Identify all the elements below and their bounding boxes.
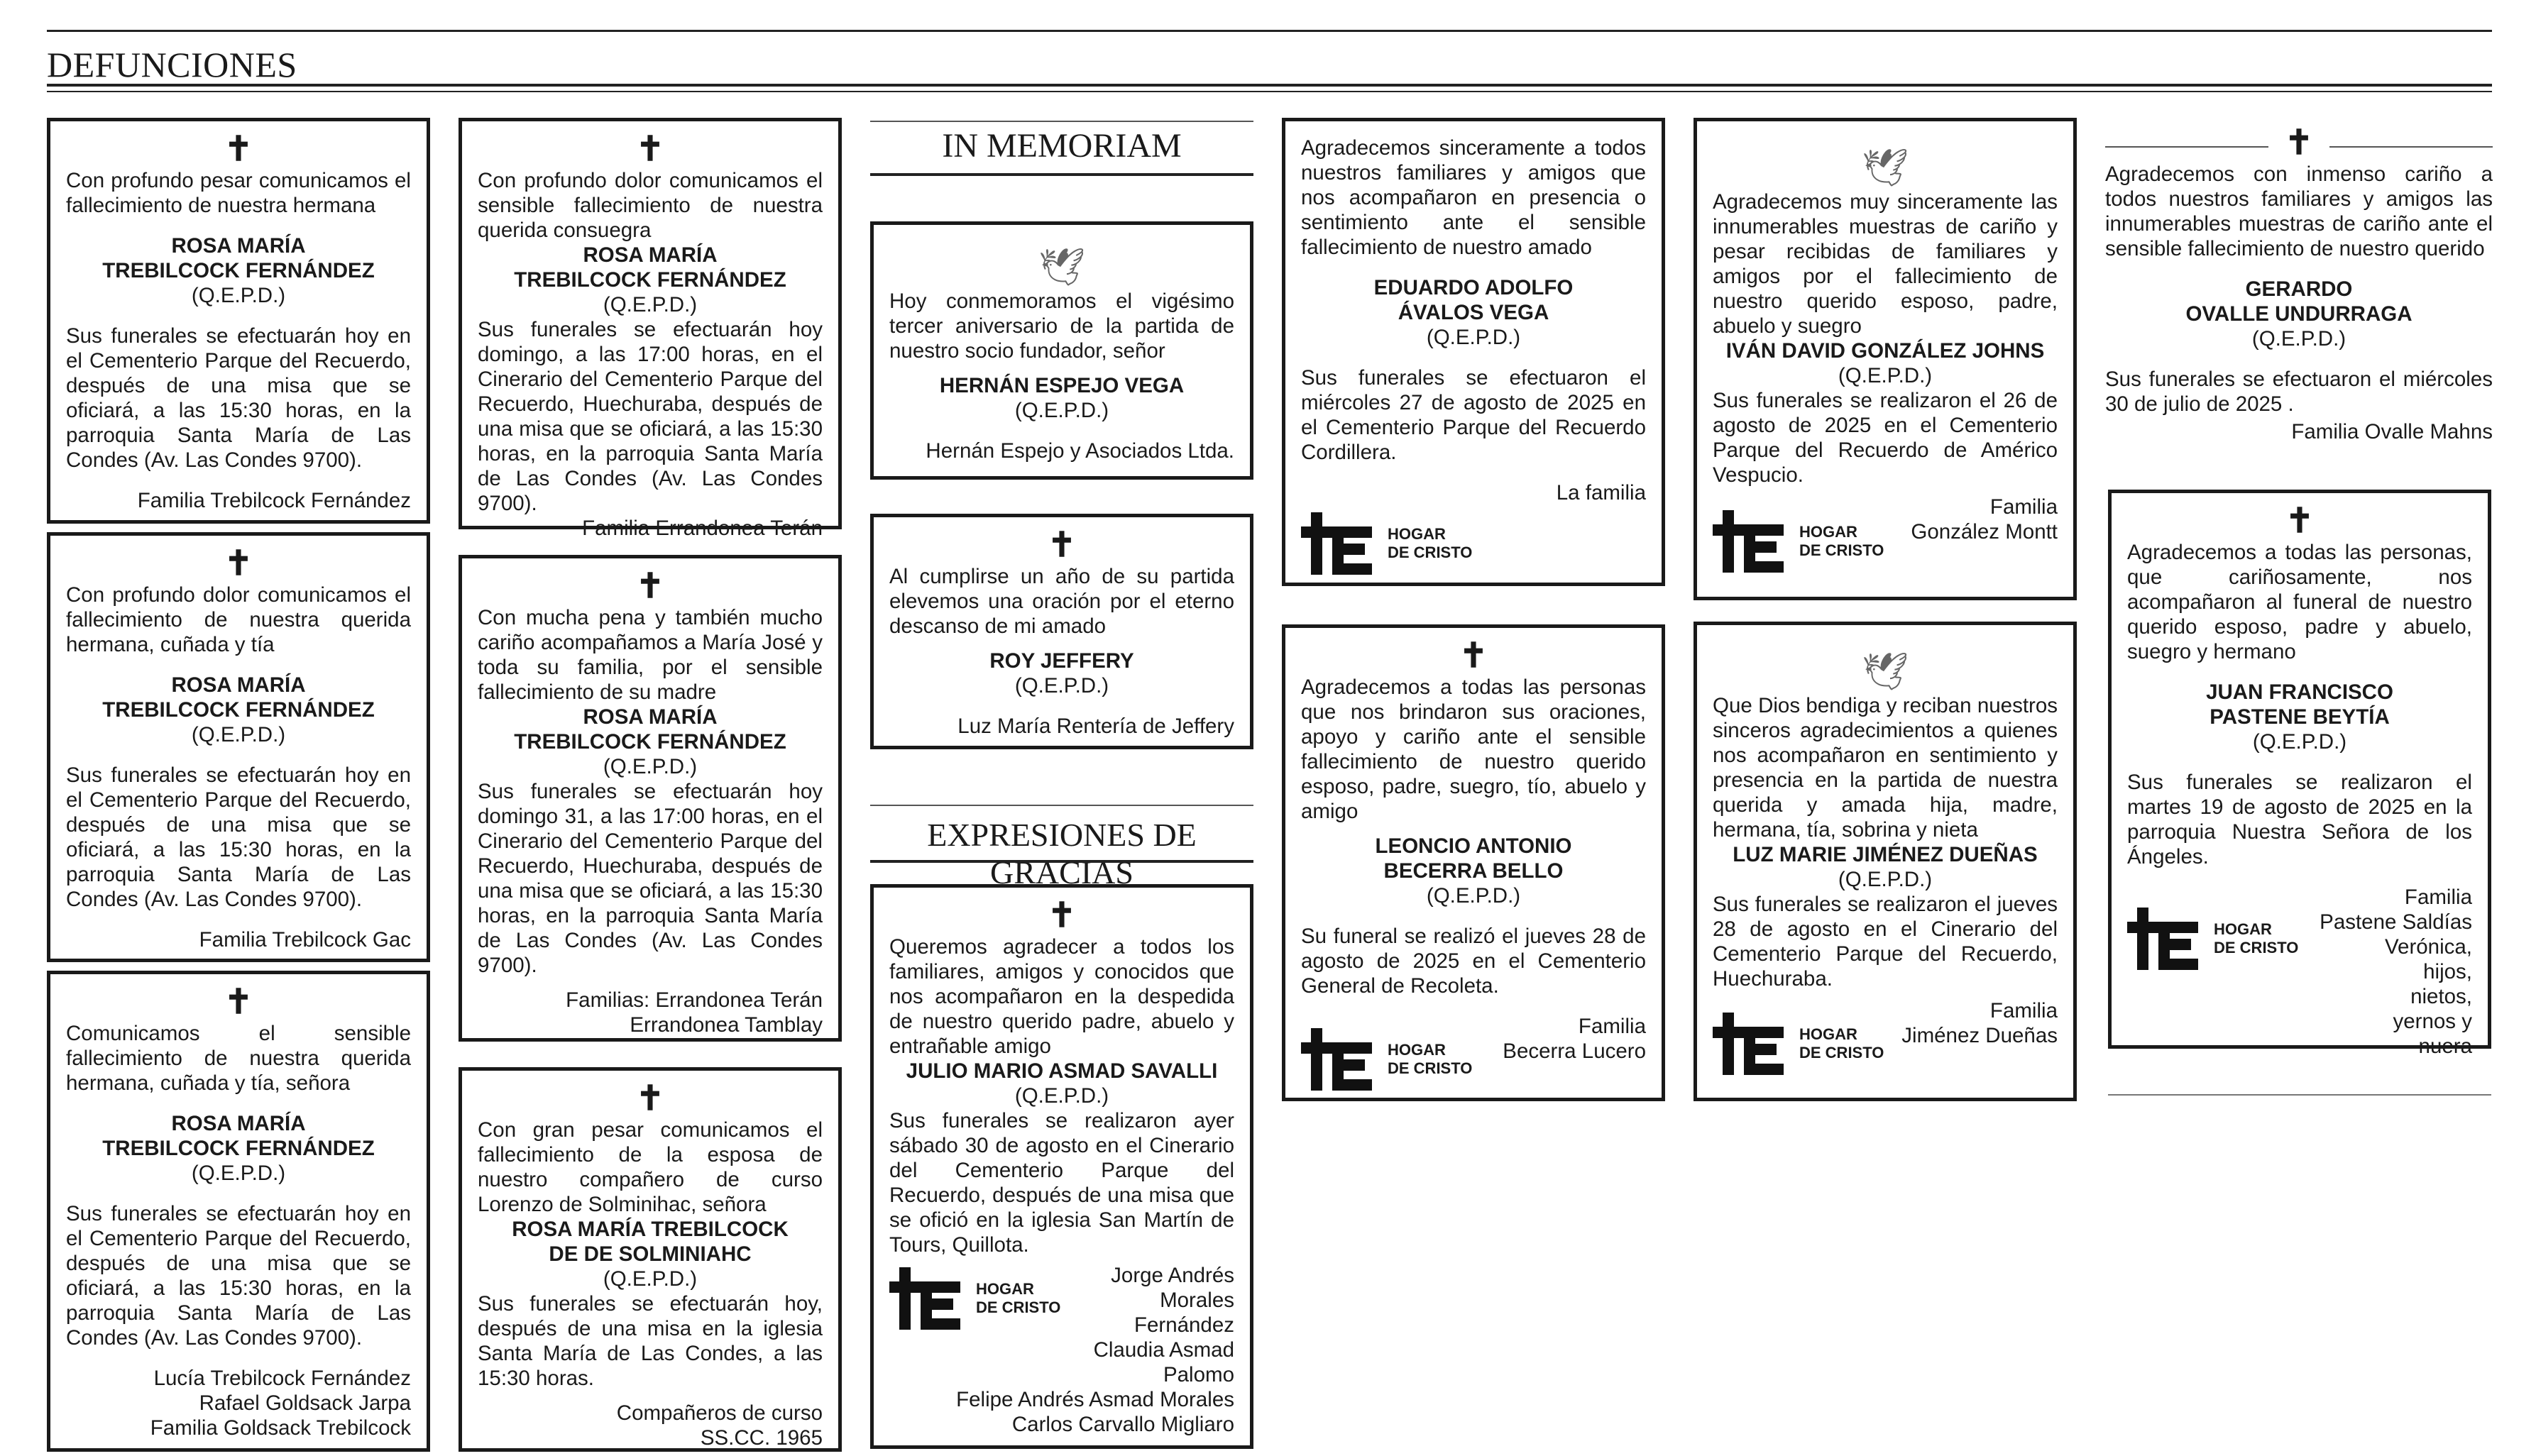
header-rule: [2105, 146, 2268, 148]
deceased-name: TREBILCOCK FERNÁNDEZ: [514, 268, 786, 292]
logo-line-2: DE CRISTO: [1799, 1044, 1884, 1061]
signature: Familia Trebilcock Fernández: [137, 489, 411, 512]
signature: Jorge Andrés: [1111, 1264, 1234, 1287]
signature: Becerra Lucero: [1503, 1039, 1646, 1063]
cross-icon: ✝: [1047, 526, 1077, 564]
header-rule: [870, 121, 1253, 122]
notice-body: Sus funerales se realizaron ayer sábado 30 de agosto en el Cinerario del Cementerio Parque del Recuerdo, después de una misa que se ofició en la iglesia San Martín de Tours, Quillota.: [889, 1109, 1234, 1257]
expresiones-header: EXPRESIONES DE GRACIAS: [927, 817, 1197, 890]
notice-intro: Comunicamos el sensible fallecimiento de nuestra querida hermana, cuñada y tía, señora: [66, 1022, 411, 1095]
notice-c4b: [1282, 624, 1665, 1101]
signature: Familia Trebilcock Gac: [199, 928, 411, 952]
cross-icon: ✝: [635, 568, 665, 605]
cross-icon: ✝: [224, 131, 253, 168]
signature: nuera: [2418, 1035, 2472, 1058]
dove-icon: 🕊: [1861, 651, 1909, 693]
notice-body: Sus funerales se efectuaron el miércoles 27 de agosto de 2025 en el Cementerio Parque del Recuerdo Cordillera.: [1301, 366, 1646, 464]
notice-intro: Con mucha pena y también mucho cariño acompañamos a María José y toda su familia, por el sensible fallecimiento de su madre: [478, 606, 823, 704]
signature: Rafael Goldsack Jarpa: [199, 1391, 411, 1415]
deceased-name: TREBILCOCK FERNÁNDEZ: [102, 698, 375, 722]
notice-c4a: [1282, 118, 1665, 586]
deceased-name: JUAN FRANCISCO: [2206, 680, 2393, 704]
hogar-de-cristo-icon: [1301, 1024, 1380, 1095]
deceased-name: OVALLE UNDURRAGA: [2185, 302, 2413, 326]
notice-body: Sus funerales se efectuarán hoy, después de una misa en la iglesia Santa María de Las Condes, a las 15:30 horas.: [478, 1292, 823, 1390]
hogar-de-cristo-logo: [2127, 903, 2298, 974]
cross-icon: ✝: [2284, 124, 2314, 162]
cross-icon: ✝: [224, 545, 253, 583]
notice-body: Sus funerales se efectuarán hoy en el Cementerio Parque del Recuerdo, después de una misa que se oficiará, a las 15:30 horas, en la parroquia Santa María de Las Condes (Av. Las Condes 9700).: [66, 763, 411, 911]
qepd: (Q.E.P.D.): [191, 1162, 286, 1185]
notice-intro: Agradecemos sinceramente a todos nuestros familiares y amigos que nos acompañaron en presencia o sentimiento ante el sensible fallecimiento de nuestro amado: [1301, 136, 1646, 259]
deceased-name: TREBILCOCK FERNÁNDEZ: [514, 730, 786, 754]
footer-rule: [2108, 1094, 2491, 1096]
signature: Familia: [1578, 1015, 1646, 1038]
signature: Hernán Espejo y Asociados Ltda.: [926, 439, 1234, 463]
hogar-de-cristo-icon: [889, 1263, 969, 1334]
notice-intro: Agradecemos con inmenso cariño a todos nuestros familiares y amigos las innumerables muestras de cariño ante el sensible fallecimiento de nuestro querido: [2105, 162, 2493, 260]
qepd: (Q.E.P.D.): [191, 723, 286, 746]
signature: Familia Goldsack Trebilcock: [150, 1416, 411, 1440]
notice-c1b: [47, 532, 430, 962]
notice-body: Su funeral se realizó el jueves 28 de agosto de 2025 en el Cementerio General de Recoleta.: [1301, 925, 1646, 998]
signature: Jiménez Dueñas: [1901, 1024, 2058, 1047]
deceased-name: IVÁN DAVID GONZÁLEZ JOHNS: [1725, 339, 2045, 363]
qepd: (Q.E.P.D.): [1838, 868, 1933, 891]
notice-body: Sus funerales se efectuarán hoy en el Cementerio Parque del Recuerdo, después de una misa que se oficiará, a las 15:30 horas, en la parroquia Santa María de Las Condes (Av. Las Condes 9700).: [66, 324, 411, 472]
notice-body: Sus funerales se realizaron el 26 de agosto de 2025 en el Cementerio Parque del Recuerdo de Américo Vespucio.: [1713, 389, 2058, 487]
logo-line-1: HOGAR: [1388, 1041, 1446, 1059]
deceased-name: JULIO MARIO ASMAD SAVALLI: [906, 1059, 1218, 1083]
notice-body: Sus funerales se realizaron el martes 19 de agosto de 2025 en la parroquia Nuestra Señora de los Ángeles.: [2127, 771, 2472, 868]
hogar-de-cristo-logo: [1713, 506, 1884, 577]
logo-line-2: DE CRISTO: [976, 1298, 1061, 1316]
signature: nietos,: [2410, 985, 2472, 1008]
notice-intro: Agradecemos a todas las personas, que cariñosamente, nos acompañaron al funeral de nuestro querido esposo, padre y abuelo, suegro y hermano: [2127, 541, 2472, 663]
qepd: (Q.E.P.D.): [1014, 674, 1109, 697]
signature: hijos,: [2423, 960, 2472, 983]
signature: Luz María Rentería de Jeffery: [957, 715, 1234, 738]
hogar-de-cristo-icon: [1713, 1008, 1792, 1079]
logo-line-1: HOGAR: [1388, 525, 1446, 543]
deceased-name: ROSA MARÍA TREBILCOCK: [512, 1218, 789, 1241]
notice-c5b: [1694, 622, 2077, 1101]
deceased-name: LUZ MARIE JIMÉNEZ DUEÑAS: [1733, 843, 2038, 866]
deceased-name: TREBILCOCK FERNÁNDEZ: [102, 1137, 375, 1160]
notice-c3a: [870, 221, 1253, 480]
logo-line-2: DE CRISTO: [1799, 541, 1884, 559]
notice-intro: Que Dios bendiga y reciban nuestros sinceros agradecimientos a quienes nos acompañaron en sentimiento y presencia en la partida de nuestra querida y amada hija, madre, hermana, tía, sobrina y nieta: [1713, 694, 2058, 842]
signature: Pastene Saldías: [2320, 910, 2472, 934]
logo-line-1: HOGAR: [1799, 1025, 1857, 1043]
cross-icon: ✝: [1459, 637, 1488, 675]
signature: Palomo: [1163, 1363, 1234, 1386]
cross-icon: ✝: [2285, 502, 2315, 540]
hogar-de-cristo-icon: [1301, 508, 1380, 579]
notice-intro: Con profundo dolor comunicamos el fallecimiento de nuestra querida hermana, cuñada y tía: [66, 583, 411, 656]
logo-line-2: DE CRISTO: [2214, 939, 2299, 956]
cross-icon: ✝: [635, 1080, 665, 1118]
notice-body: Sus funerales se efectuarán hoy domingo 31, a las 17:00 horas, en el Cinerario del Cementerio Parque del Recuerdo, Huechuraba, después de una misa que se oficiará, a las 15:30 horas, en la parroquia Santa María de Las Condes (Av. Las Condes 9700).: [478, 780, 823, 977]
dove-icon: 🕊: [1038, 247, 1085, 288]
notice-c6a: [2105, 125, 2493, 458]
signature: Familia Ovalle Mahns: [2291, 420, 2493, 443]
hogar-de-cristo-icon: [1713, 506, 1792, 577]
deceased-name: HERNÁN ESPEJO VEGA: [939, 374, 1185, 397]
deceased-name: TREBILCOCK FERNÁNDEZ: [102, 259, 375, 282]
notice-c1c: [47, 971, 430, 1452]
deceased-name: ROY JEFFERY: [989, 649, 1134, 673]
signature: La familia: [1556, 481, 1646, 504]
notice-intro: Agradecemos muy sinceramente las innumerables muestras de cariño y pesar recibidas de familiares y amigos por el fallecimiento de nuestro querido esposo, padre, abuelo y suegro: [1713, 190, 2058, 338]
deceased-name: EDUARDO ADOLFO: [1373, 276, 1574, 299]
signature: Carlos Carvallo Migliaro: [1011, 1413, 1234, 1436]
hogar-de-cristo-logo: [889, 1263, 1060, 1334]
notice-body: Sus funerales se efectuaron el miércoles 30 de julio de 2025 .: [2105, 368, 2493, 416]
signature: Lucía Trebilcock Fernández: [153, 1367, 411, 1390]
notice-intro: Con profundo dolor comunicamos el sensible fallecimiento de nuestra querida consuegra: [478, 169, 823, 242]
notice-intro: Agradecemos a todas las personas que nos brindaron sus oraciones, apoyo y cariño ante el sensible fallecimiento de nuestro querido esposo, padre, suegro, tío, abuelo y amigo: [1301, 675, 1646, 823]
qepd: (Q.E.P.D.): [191, 284, 286, 307]
cross-icon: ✝: [1047, 897, 1077, 934]
qepd: (Q.E.P.D.): [1014, 399, 1109, 422]
deceased-name: ÁVALOS VEGA: [1398, 301, 1549, 324]
deceased-name: LEONCIO ANTONIO: [1375, 834, 1572, 858]
qepd: (Q.E.P.D.): [1838, 364, 1933, 387]
hogar-de-cristo-logo: [1301, 508, 1646, 579]
signature: Morales: [1160, 1289, 1234, 1312]
header-rule: [870, 173, 1253, 176]
deceased-name: ROSA MARÍA: [583, 243, 718, 267]
deceased-name: ROSA MARÍA: [171, 673, 306, 697]
header-rule: [2329, 146, 2493, 148]
signature: Familia: [1989, 495, 2058, 519]
notice-intro: Con gran pesar comunicamos el fallecimiento de la esposa de nuestro compañero de curso Lorenzo de Solminihac, señora: [478, 1118, 823, 1216]
signature: SS.CC. 1965: [700, 1426, 823, 1450]
hogar-de-cristo-logo: [1713, 1008, 1884, 1079]
section-underline: [47, 84, 2492, 92]
qepd: (Q.E.P.D.): [2252, 730, 2347, 754]
signature: González Montt: [1911, 520, 2058, 544]
notice-c5a: [1694, 118, 2077, 600]
hogar-de-cristo-logo: [1301, 1024, 1472, 1095]
notice-c2c: [459, 1067, 842, 1452]
qepd: (Q.E.P.D.): [603, 1267, 698, 1291]
qepd: (Q.E.P.D.): [1426, 884, 1521, 908]
qepd: (Q.E.P.D.): [603, 755, 698, 778]
notice-body: Sus funerales se efectuarán hoy domingo, a las 17:00 horas, en el Cinerario del Cementerio Parque del Recuerdo, Huechuraba, después de una misa que se oficiará, a las 15:30 horas, en la parroquia Santa María de Las Condes (Av. Las Condes 9700).: [478, 318, 823, 515]
notice-c6b: [2108, 490, 2491, 1058]
cross-icon: ✝: [224, 983, 253, 1021]
header-rule: [870, 805, 1253, 806]
notice-intro: Al cumplirse un año de su partida elevemos una oración por el eterno descanso de mi amado: [889, 565, 1234, 638]
qepd: (Q.E.P.D.): [603, 293, 698, 316]
qepd: (Q.E.P.D.): [1014, 1084, 1109, 1108]
header-rule: [870, 860, 1253, 863]
signature: Familia Errandonea Terán: [582, 517, 823, 540]
in-memoriam-header: IN MEMORIAM: [942, 127, 1182, 165]
logo-line-1: HOGAR: [2214, 920, 2272, 938]
cross-icon: ✝: [635, 131, 665, 168]
notice-c1a: [47, 118, 430, 524]
qepd: (Q.E.P.D.): [1426, 326, 1521, 349]
notice-intro: Queremos agradecer a todos los familiares, amigos y conocidos que nos acompañaron en la despedida de nuestro querido padre, abuelo y entrañable amigo: [889, 935, 1234, 1058]
dove-icon: 🕊: [1861, 148, 1909, 189]
signature: Fernández: [1133, 1313, 1234, 1337]
notice-body: Sus funerales se realizaron el jueves 28 de agosto en el Cinerario del Cementerio Parque del Recuerdo, Huechuraba.: [1713, 893, 2058, 991]
signature: Felipe Andrés Asmad Morales: [956, 1388, 1234, 1411]
signature: Verónica,: [2385, 935, 2472, 959]
signature: Errandonea Tamblay: [630, 1013, 823, 1037]
logo-line-2: DE CRISTO: [1388, 544, 1473, 561]
logo-line-2: DE CRISTO: [1388, 1059, 1473, 1077]
signature: yernos y: [2393, 1010, 2472, 1033]
signature: Familia: [1989, 999, 2058, 1022]
notice-c3b: [870, 514, 1253, 749]
logo-line-1: HOGAR: [1799, 523, 1857, 541]
hogar-de-cristo-icon: [2127, 903, 2207, 974]
deceased-name: DE DE SOLMINIAHC: [549, 1242, 752, 1266]
notice-c2b: [459, 555, 842, 1042]
deceased-name: ROSA MARÍA: [583, 705, 718, 729]
signature: Claudia Asmad: [1093, 1338, 1234, 1362]
deceased-name: GERARDO: [2245, 277, 2353, 301]
notice-body: Sus funerales se efectuarán hoy en el Cementerio Parque del Recuerdo, después de una misa que se oficiará, a las 15:30 horas, en la parroquia Santa María de Las Condes (Av. Las Condes 9700).: [66, 1202, 411, 1350]
deceased-name: PASTENE BEYTÍA: [2210, 705, 2390, 729]
deceased-name: BECERRA BELLO: [1383, 859, 1564, 883]
signature: Compañeros de curso: [616, 1401, 823, 1425]
logo-line-1: HOGAR: [976, 1280, 1034, 1298]
signature: Familia: [2404, 886, 2472, 909]
signature: Familias: Errandonea Terán: [566, 988, 823, 1012]
deceased-name: ROSA MARÍA: [171, 234, 306, 258]
notice-c3c: [870, 884, 1253, 1449]
qepd: (Q.E.P.D.): [2251, 327, 2346, 351]
notice-intro: Hoy conmemoramos el vigésimo tercer aniversario de la partida de nuestro socio fundador, señor: [889, 289, 1234, 363]
deceased-name: ROSA MARÍA: [171, 1112, 306, 1135]
notice-intro: Con profundo pesar comunicamos el fallecimiento de nuestra hermana: [66, 169, 411, 217]
section-title: DEFUNCIONES: [47, 45, 297, 84]
notice-c2a: [459, 118, 842, 540]
top-rule: [47, 30, 2492, 32]
